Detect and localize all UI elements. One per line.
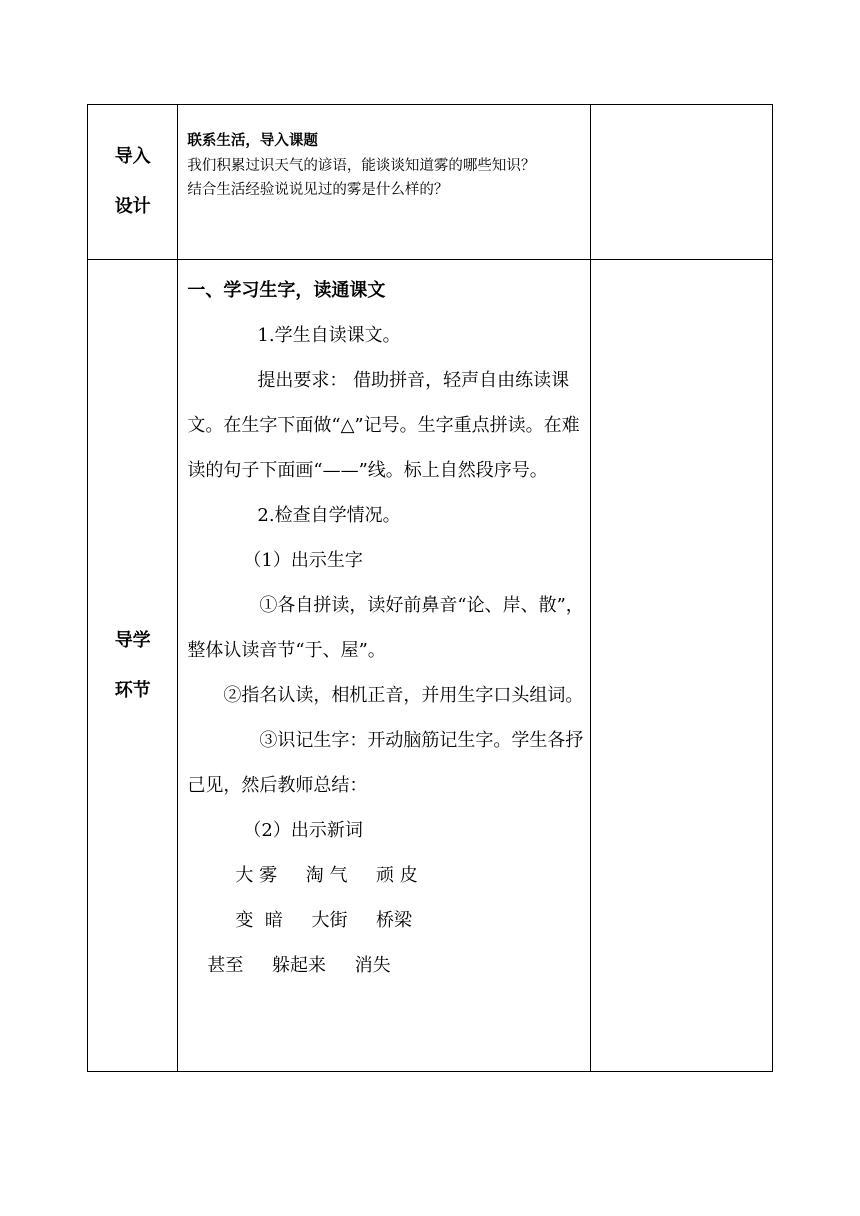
guided-label-line1: 导学 <box>114 629 151 651</box>
step-2: 2.检查自学情况。 <box>257 505 401 526</box>
requirements-paragraph: 提出要求： 借助拼音，轻声自由练读课文。在生字下面做“△”记号。生字重点拼读。在难读的句子下面画“——”线。标上自然段序号。 <box>187 370 580 481</box>
intro-text: 我们积累过识天气的谚语，能谈谈知道雾的哪些知识？ 结合生活经验说说见过的雾是什么样的？ <box>187 157 591 198</box>
word-row-3: 甚至 躲起来 消失 <box>207 955 391 976</box>
intro-label-line2: 设计 <box>114 196 151 217</box>
sub-step-1: （1）出示生字 <box>243 550 363 571</box>
guided-label-line2: 环节 <box>114 679 151 701</box>
lesson-plan-table <box>87 104 773 1072</box>
intro-label-line1: 导入 <box>114 146 151 167</box>
item-1: ①各自拼读，读好前鼻音“论、岸、散”，整体认读音节“于、屋”。 <box>187 595 584 661</box>
intro-content-cell <box>178 105 591 260</box>
section-heading: 一、学习生字，读通课文 <box>187 280 386 301</box>
word-row-1: 大 雾 淘 气 顽 皮 <box>235 865 418 886</box>
intro-label-cell <box>88 105 178 260</box>
intro-row <box>88 105 773 260</box>
item-2: ②指名认读，相机正音，并用生字口头组词。 <box>223 685 584 706</box>
guided-content-cell <box>178 260 591 1072</box>
word-row-2: 变 暗 大街 桥梁 <box>235 910 413 931</box>
guided-learning-row <box>88 260 773 1072</box>
sub-step-2: （2）出示新词 <box>243 820 363 841</box>
guided-notes-cell <box>591 260 773 1072</box>
intro-notes-cell <box>591 105 773 260</box>
step-1: 1.学生自读课文。 <box>257 325 401 346</box>
guided-label-cell <box>88 260 178 1072</box>
item-3: ③识记生字：开动脑筋记生字。学生各抒己见，然后教师总结： <box>187 730 584 796</box>
intro-heading: 联系生活，导入课题 <box>187 133 318 149</box>
